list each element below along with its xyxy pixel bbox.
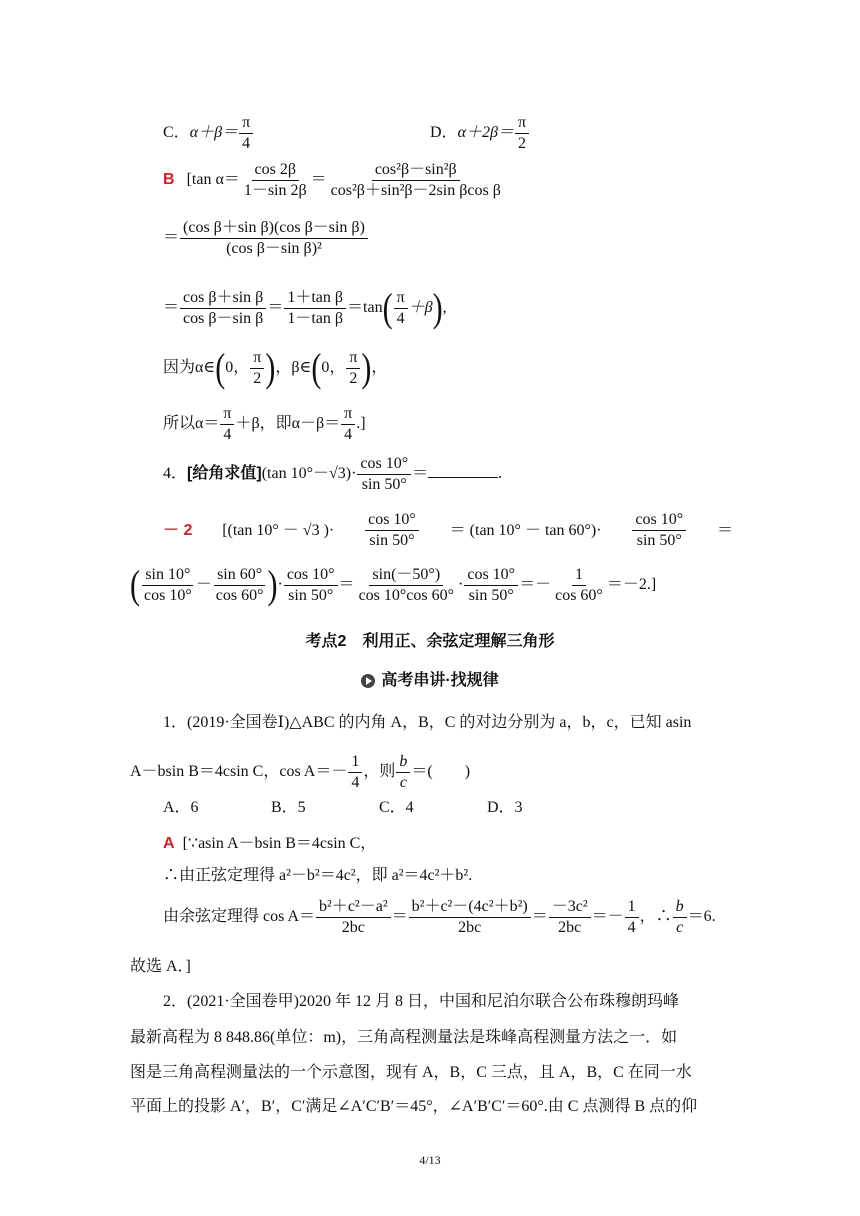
problem-2-line4: 平面上的投影 A′，B′，C′满足∠A′C′B′＝45°，∠A′B′C′＝60°.由 C 点测得 B 点的仰 [130,1098,698,1115]
section-subtitle: 高考串讲·找规律 [0,671,860,694]
page-number: 4/13 [419,1153,441,1167]
answer-label: A [163,835,175,852]
sol3-line2: ＝ $\frac{\text{(cos β＋sin β)(cos β－sin β)}}{\text{(cos β－sin β)²}}$ [163,218,369,259]
option-d: D．3 [487,799,523,816]
problem-1-line2: A－bsin B＝4csin C，cos A＝－ $\frac{1}{4}$ ，则 $\frac{b}{c}$ ＝( ) [130,753,471,791]
option-a: A．6 [163,799,199,816]
problem-2-line1: 2．(2021·全国卷甲)2020 年 12 月 8 日，中国和尼泊尔联合公布珠穆朗玛峰 [163,993,679,1010]
section-title: 考点2 利用正、余弦定理解三角形 [305,633,555,650]
answer-label: － 2 [163,521,193,539]
problem-2-line2: 最新高程为 8 848.86(单位：m)，三角高程测量法是珠峰高程测量方法之一．如 [130,1029,678,1046]
problem-2-line3: 图是三角高程测量法的一个示意图，现有 A，B，C 三点，且 A，B，C 在同一水 [130,1064,692,1081]
answer-label: B [163,171,175,189]
sol4-line1: － 2 [(tan 10° － √3 )· $\frac{\cos 10^\circ}{\sin 50^\circ}$ ＝ (tan 10° － tan 60°)· $\frac{\cos 10^\circ}{\sin 50^\circ}$ ＝ [163,511,733,549]
problem-1-line1: 1．(2019·全国卷Ⅰ)△ABC 的内角 A，B，C 的对边分别为 a，b，c，已知 asin [163,714,692,731]
question-4: 4．[给角求值](tan 10°－√3)· $\frac{\cos 10^\circ}{\sin 50^\circ}$ ＝ . [163,455,503,493]
problem-1-options [163,798,523,818]
option-d: D．α＋2β＝ $\frac{\pi}{2}$ [430,113,530,154]
problem-1-sol2: ∴由正弦定理得 a²－b²＝4c²，即 a²＝4c²＋b². [163,867,473,884]
option-c: C．4 [379,799,414,816]
option-b: B．5 [271,799,306,816]
sol3-line4: 因为α∈(0， $\frac{\pi}{2}$ )，β∈(0， $\frac{\pi}{2}$ )， [163,345,388,391]
sol3-line5: 所以α＝ $\frac{\pi}{4}$ ＋β，即α－β＝ $\frac{\pi}{4}$ .] [163,405,366,443]
problem-1-sol1: A [∵asin A－bsin B＝4csin C， [163,835,377,852]
sol4-line2: ( $\frac{\sin 10^\circ}{\cos 10^\circ}$ － $\frac{\sin 60^\circ}{\cos 60^\circ}$ )· $\frac{\cos 10^\circ}{\sin 50^\circ}$ ＝ $\frac{\sin(-50^\circ)}{\cos 10^\circ\cos 60^\circ}$ · $\frac{\cos 10^\circ}{\sin 50^\circ}$ ＝－ $\frac{1}{\cos 60^\circ}$ ＝－2.] [130,562,657,608]
play-icon [361,674,375,688]
sol3-line3: ＝ $\frac{\text{cos β＋sin β}}{\text{cos β－sin β}}$ ＝ $\frac{\text{1＋tan β}}{\text{1－tan β}}$ ＝tan( $\frac{\pi}{4}$ ＋β), [163,285,447,331]
sol3-line1: B [tan α＝ $\frac{\cos 2\beta}{1-\sin 2\beta}$ ＝ $\frac{\text{cos²β－sin²β}}{\text{cos²β＋sin²β－2sin βcos β}}$ [163,161,501,199]
problem-1-sol3: 由余弦定理得 cos A＝ $\frac{\text{b²＋c²－a²}}{2bc}$ ＝ $\frac{\text{b²＋c²－(4c²＋b²)}}{2bc}$ ＝ $\frac{\text{－3c²}}{2bc}$ ＝－ $\frac{1}{4}$ ，∴ $\frac{b}{c}$ ＝6. [163,898,716,936]
option-c: C．α＋β＝ $\frac{\pi}{4}$ [163,113,254,154]
answer-blank [428,463,498,478]
problem-1-sol4: 故选 A．] [130,958,191,975]
